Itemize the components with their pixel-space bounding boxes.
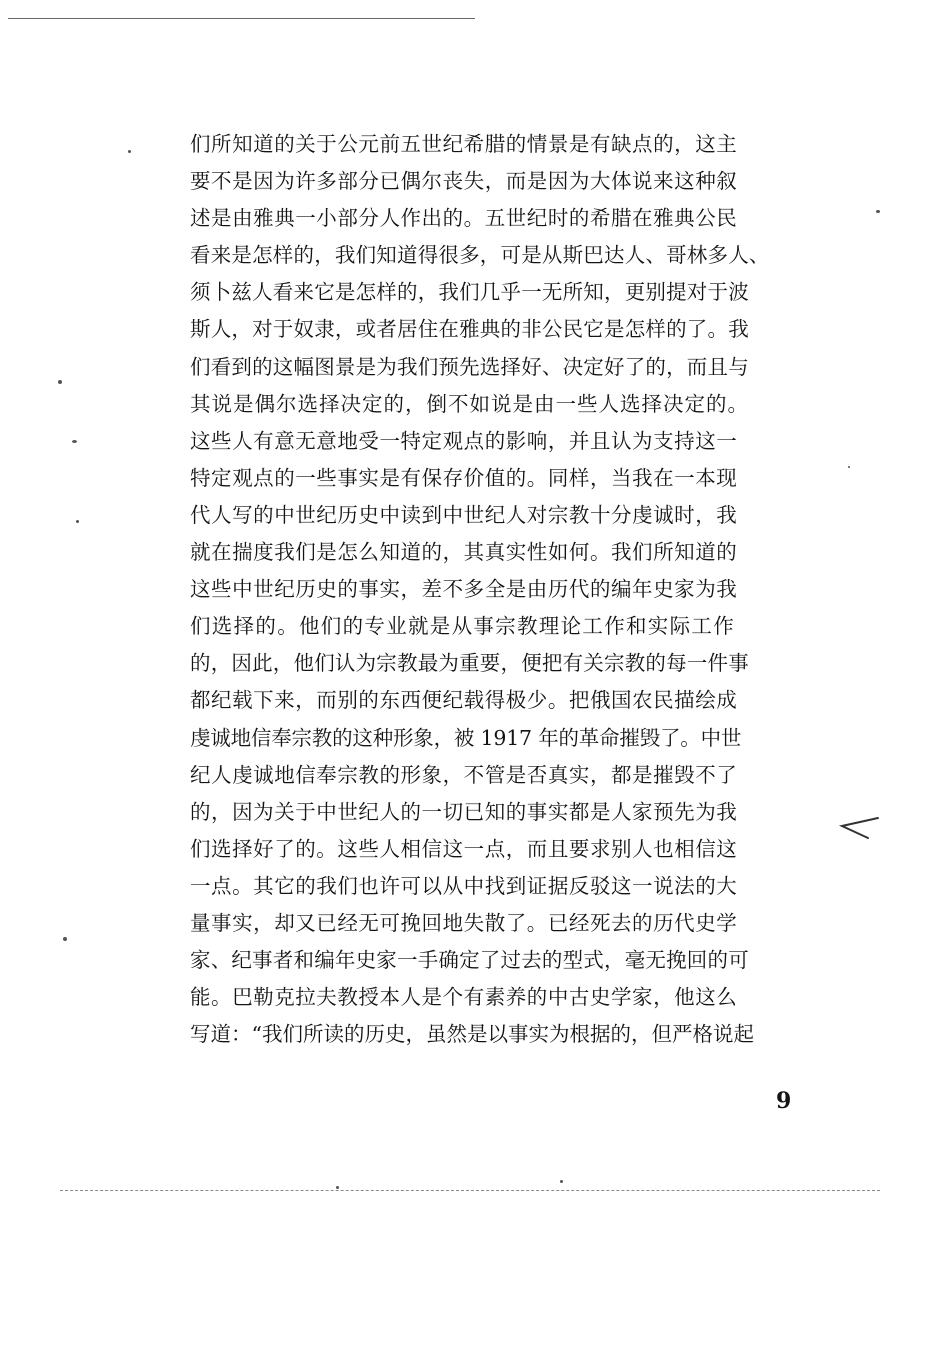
text-line-18: 纪人虔诚地信奉宗教的形象，不管是否真实，都是摧毁不了 <box>190 762 738 787</box>
text-line-13: 这些中世纪历史的事实，差不多全是由历代的编年史家为我 <box>190 577 738 602</box>
scan-speck <box>876 210 880 213</box>
text-line-20: 们选择好了的。这些人相信这一点，而且要求别人也相信这 <box>190 836 738 861</box>
bottom-rule <box>60 1190 880 1191</box>
text-line-12: 就在揣度我们是怎么知道的，其真实性如何。我们所知道的 <box>190 540 738 565</box>
text-line-21: 一点。其它的我们也许可以从中找到证据反驳这一说法的大 <box>190 873 738 898</box>
text-line-17: 虔诚地信奉宗教的这种形象，被 1917 年的革命摧毁了。中世 <box>190 725 742 750</box>
body-text <box>190 126 820 1053</box>
scan-speck <box>336 1186 339 1189</box>
text-line-6: 斯人，对于奴隶，或者居住在雅典的非公民它是怎样的了。我 <box>190 317 749 342</box>
text-line-8: 其说是偶尔选择决定的，倒不如说是由一些人选择决定的。 <box>190 391 749 416</box>
scan-speck <box>58 380 62 384</box>
scan-speck <box>560 1180 563 1183</box>
text-line-11: 代人写的中世纪历史中读到中世纪人对宗教十分虔诚时，我 <box>190 502 738 527</box>
text-line-14: 们选择的。他们的专业就是从事宗教理论工作和实际工作 <box>190 614 735 639</box>
text-line-2: 要不是因为许多部分已偶尔丧失，而是因为大体说来这种叙 <box>190 169 738 194</box>
text-line-23: 家、纪事者和编年史家一手确定了过去的型式，毫无挽回的可 <box>190 948 749 973</box>
top-rule <box>8 18 475 19</box>
text-line-22: 量事实，却又已经无可挽回地失散了。已经死去的历代史学 <box>190 910 738 935</box>
scan-speck <box>128 150 131 153</box>
text-line-19: 的，因为关于中世纪人的一切已知的事实都是人家预先为我 <box>190 799 738 824</box>
text-line-10: 特定观点的一些事实是有保存价值的。同样，当我在一本现 <box>190 465 738 490</box>
margin-pencil-mark <box>838 810 888 850</box>
text-line-16: 都纪载下来，而别的东西便纪载得极少。把俄国农民描绘成 <box>190 688 738 713</box>
text-line-7: 们看到的这幅图景是为我们预先选择好、决定好了的，而且与 <box>190 354 749 379</box>
text-line-15: 的，因此，他们认为宗教最为重要，便把有关宗教的每一件事 <box>190 651 749 676</box>
page-number: 9 <box>776 1088 792 1114</box>
scan-speck <box>72 440 77 443</box>
scan-speck <box>848 466 850 468</box>
scan-speck <box>76 520 79 523</box>
text-line-1: 们所知道的关于公元前五世纪希腊的情景是有缺点的，这主 <box>190 132 738 156</box>
text-line-24: 能。巴勒克拉夫教授本人是个有素养的中古史学家，他这么 <box>190 985 738 1010</box>
text-line-3: 述是由雅典一小部分人作出的。五世纪时的希腊在雅典公民 <box>190 206 738 231</box>
text-line-25: 写道：“我们所读的历史，虽然是以事实为根据的，但严格说起 <box>190 1022 754 1047</box>
text-line-9: 这些人有意无意地受一特定观点的影响，并且认为支持这一 <box>190 428 738 453</box>
scan-speck <box>63 937 67 941</box>
text-line-5: 须卜兹人看来它是怎样的，我们几乎一无所知，更别提对于波 <box>190 280 749 305</box>
text-line-4: 看来是怎样的，我们知道得很多，可是从斯巴达人、哥林多人、 <box>190 243 770 268</box>
